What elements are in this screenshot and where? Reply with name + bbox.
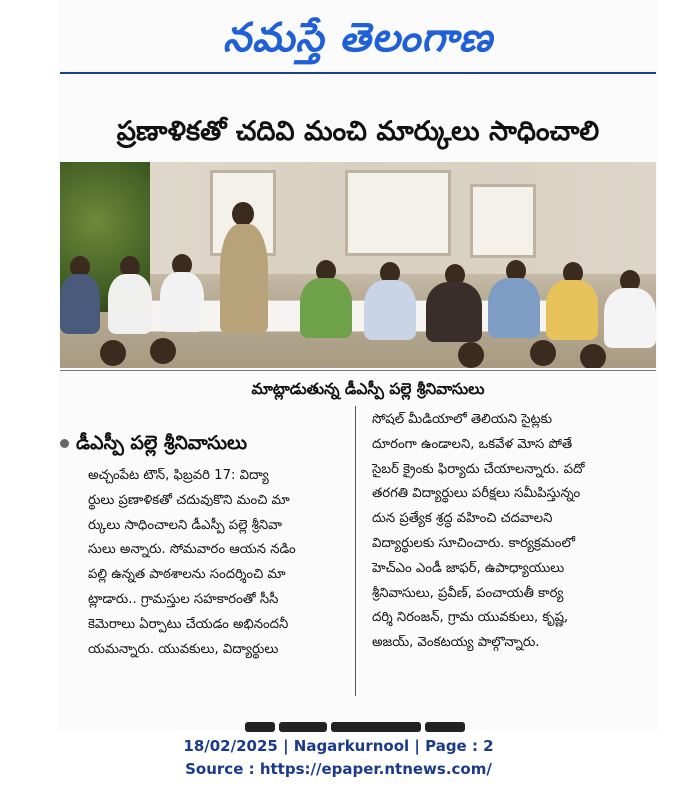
photo-person: [488, 278, 540, 338]
photo-audience-head: [150, 338, 176, 364]
text-line: ట్లాడారు.. గ్రామస్తుల సహకారంతో సీసీ: [88, 591, 279, 607]
article-column-right: [372, 408, 652, 656]
article-subheading: [60, 428, 350, 458]
bullet-icon: [60, 439, 69, 448]
photo-person: [60, 274, 100, 334]
subheading-text: డీఎస్పీ పల్లె శ్రీనివాసులు: [76, 432, 248, 454]
photo-person: [604, 288, 656, 348]
text-line: ర్కులు సాధించాలని డీఎస్పీ పల్లె శ్రీనివా: [88, 517, 283, 533]
masthead-rule: [60, 72, 656, 74]
text-line: సులు అన్నారు. సోమవారం ఆయన నడిం: [88, 542, 296, 558]
text-line: ర్థులు ప్రణాళికతో చదువుకొని మంచి మా: [88, 492, 290, 508]
text-line: విద్యార్థులకు సూచించారు. కార్యక్రమంలో: [372, 535, 576, 551]
photo-person: [160, 272, 204, 332]
photo-person: [300, 278, 352, 338]
text-line: సైబర్ క్రైంకు ఫిర్యాదు చేయాలన్నారు. పదో: [372, 461, 585, 477]
text-line: కెమెరాలు ఏర్పాటు చేయడం అభినందనీ: [88, 616, 289, 632]
photo-person: [108, 274, 152, 334]
text-line: శ్రీనివాసులు, ప్రవీణ్, పంచాయతీ కార్య: [372, 585, 564, 601]
photo-person: [426, 282, 482, 342]
article-headline: ప్రణాళికతో చదివి మంచి మార్కులు సాధించాలి: [116, 116, 600, 147]
text-line: సోషల్ మీడియాలో తెలియని సైట్లకు: [372, 412, 553, 427]
column-divider: [355, 406, 356, 696]
footer-source: Source : https://epaper.ntnews.com/: [185, 760, 492, 778]
footer-date-edition: 18/02/2025 | Nagarkurnool | Page : 2: [183, 737, 494, 755]
photo-caption: మాట్లాడుతున్న డీఎస్పీ పల్లె శ్రీనివాసులు: [251, 380, 485, 398]
newspaper-masthead: నమస్తే తెలంగాణ: [222, 15, 494, 61]
photo-officer-head: [232, 202, 254, 226]
photo-audience-head: [458, 342, 484, 368]
photo-audience-head: [100, 340, 126, 366]
photo-window: [345, 170, 451, 256]
text-line: హెచ్‌ఎం ఎండీ జాఫర్, ఉపాధ్యాయులు: [372, 560, 565, 576]
text-line: దర్శి నిరంజన్, గ్రామ యువకులు, కృష్ణ,: [372, 610, 569, 626]
article-column-left: [88, 464, 350, 662]
text-line: తరగతి విద్యార్థులు పరీక్షలు సమీపిస్తున్నం: [372, 486, 581, 502]
photo-window: [470, 184, 536, 258]
text-line: పల్లి ఉన్నత పాఠశాలను సందర్శించి మా: [88, 567, 286, 583]
text-line: యమన్నారు. యువకులు, విద్యార్థులు: [88, 641, 279, 657]
photo-person: [364, 280, 416, 340]
photo-officer: [220, 224, 268, 334]
text-line: దున ప్రత్యేక శ్రద్ధ వహించి చదవాలని: [372, 511, 553, 527]
photo-audience-head: [530, 340, 556, 366]
text-line: అచ్చంపేట టౌన్, ఫిబ్రవరి 17: విద్యా: [88, 468, 269, 483]
text-line: దూరంగా ఉండాలని, ఒకవేళ మోస పోతే: [372, 436, 573, 452]
photo-audience-head: [580, 344, 606, 368]
cut-off-next-headline: [245, 714, 475, 732]
caption-rule: [60, 370, 656, 371]
photo-person: [546, 280, 598, 340]
text-line: అజయ్, వెంకటయ్య పాల్గొన్నారు.: [372, 635, 540, 651]
article-photo: [60, 162, 656, 368]
